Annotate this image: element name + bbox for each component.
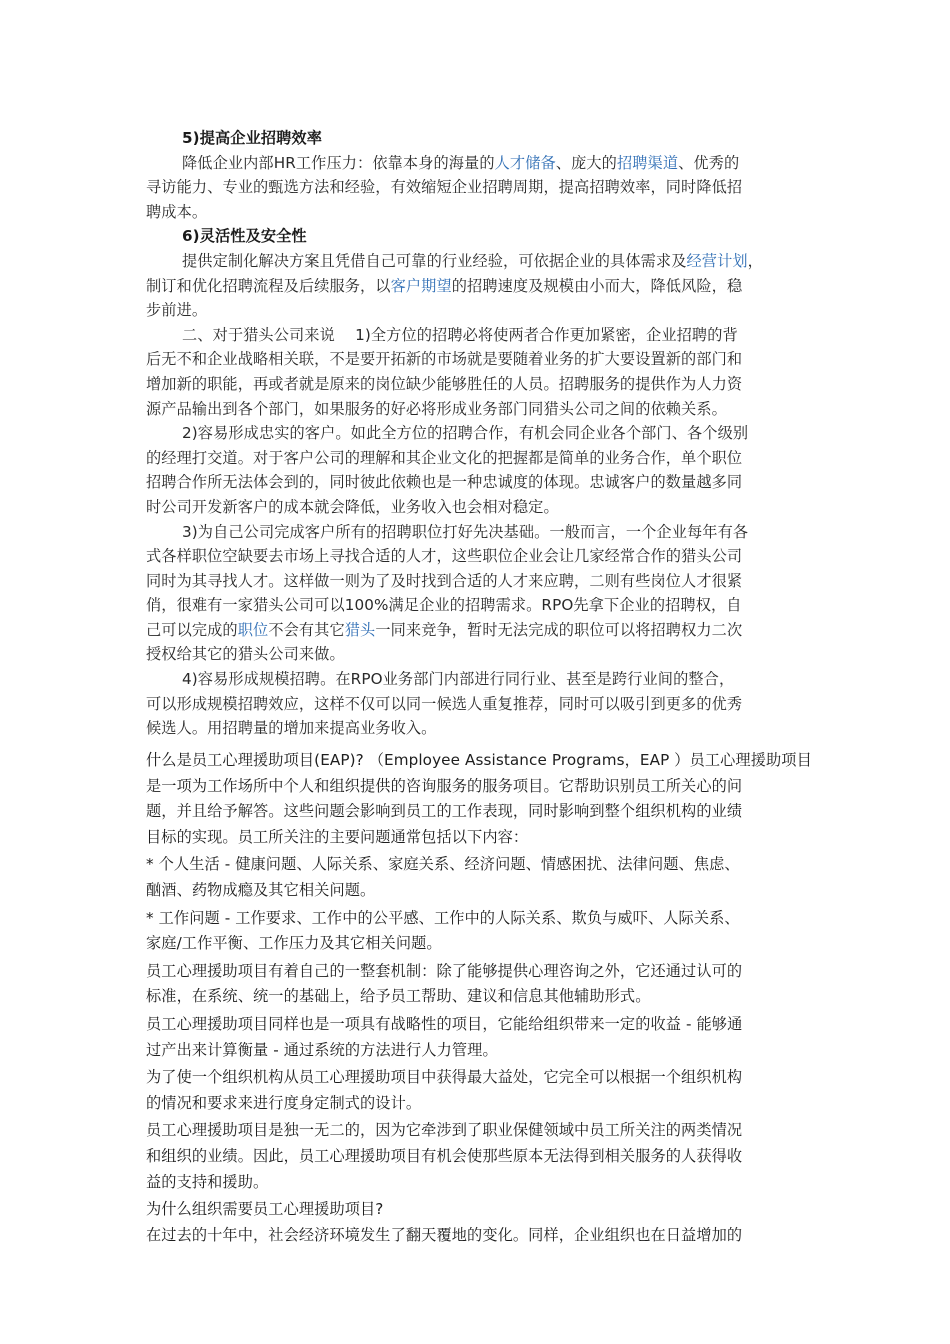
text-line <box>146 175 814 200</box>
text-run: 时公司开发新客户的成本就会降低，业务收入也会相对稳定。 <box>146 497 559 516</box>
paragraph <box>146 323 814 421</box>
text-line <box>146 667 814 692</box>
text-line: 和组织的业绩。因此，员工心理援助项目有机会使那些原本无法得到相关服务的人获得收 <box>146 1146 743 1165</box>
text-run: 一同来竞争，暂时无法完成的职位可以将招聘权力二次 <box>375 620 743 639</box>
keyword-link[interactable]: 招聘渠道 <box>616 153 679 172</box>
text-line: * 工作问题 - 工作要求、工作中的公平感、工作中的人际关系、欺负与威吓、人际关系、 <box>146 908 740 927</box>
text-run: 候选人。用招聘量的增加来提高业务收入。 <box>146 719 437 738</box>
text-line <box>146 495 814 520</box>
text-run: 授权给其它的猎头公司来做。 <box>146 645 345 664</box>
eap-section <box>146 748 814 1248</box>
text-line: 员工心理援助项目是独一无二的，因为它牵涉到了职业保健领域中员工所关注的两类情况 <box>146 1121 743 1140</box>
text-line: 酗酒、药物成瘾及其它相关问题。 <box>146 880 376 899</box>
text-line: 题，并且给予解答。这些问题会影响到员工的工作表现，同时影响到整个组织机构的业绩 <box>146 802 743 821</box>
text-run: 可以形成规模招聘效应，这样不仅可以同一候选人重复推荐，同时可以吸引到更多的优秀 <box>146 694 743 713</box>
text-line: 过产出来计算衡量 - 通过系统的方法进行人力管理。 <box>146 1040 498 1059</box>
text-run: 、优秀的 <box>678 153 740 172</box>
eap-paragraph <box>146 1118 814 1195</box>
section-heading: 6)灵活性及安全性 <box>182 227 307 246</box>
text-run: 聘成本。 <box>146 202 208 221</box>
keyword-link[interactable]: 经营计划 <box>686 251 748 270</box>
text-line <box>146 716 814 741</box>
text-run: 不会有其它 <box>268 620 345 639</box>
text-line: 是一项为工作场所中个人和组织提供的咨询服务的服务项目。它帮助识别员工所关心的问 <box>146 776 743 795</box>
eap-paragraph <box>146 906 814 957</box>
text-line <box>146 347 814 372</box>
text-line <box>146 544 814 569</box>
text-line: 员工心理援助项目有着自己的一整套机制：除了能够提供心理咨询之外，它还通过认可的 <box>146 961 743 980</box>
text-run: 降低企业内部HR工作压力：依靠本身的海量的 <box>182 153 495 172</box>
paragraph <box>146 421 814 519</box>
eap-paragraph <box>146 852 814 903</box>
text-line <box>146 323 814 348</box>
paragraph <box>146 667 814 741</box>
paragraph <box>146 151 814 225</box>
paragraph <box>146 520 814 668</box>
paragraph <box>146 249 814 323</box>
text-run: 源产品输出到各个部门，如果服务的好必将形成业务部门同猎头公司之间的依赖关系。 <box>146 399 727 418</box>
text-line <box>146 249 814 274</box>
text-line: 目标的实现。员工所关注的主要问题通常包括以下内容： <box>146 827 529 846</box>
text-line <box>146 470 814 495</box>
text-line <box>146 397 814 422</box>
text-run: 的经理打交道。对于客户公司的理解和其企业文化的把握都是简单的业务合作，单个职位 <box>146 448 743 467</box>
text-run: ， <box>747 251 763 270</box>
text-run: 、庞大的 <box>555 153 617 172</box>
text-line: 为什么组织需要员工心理援助项目? <box>146 1200 384 1219</box>
keyword-link[interactable]: 客户期望 <box>390 276 452 295</box>
text-line: 的情况和要求来进行度身定制式的设计。 <box>146 1093 422 1112</box>
text-run: 3)为自己公司完成客户所有的招聘职位打好先决基础。一般而言，一个企业每年有各 <box>182 522 749 541</box>
text-line <box>146 274 814 299</box>
text-line <box>146 200 814 225</box>
eap-paragraph <box>146 748 814 850</box>
text-line <box>146 520 814 545</box>
eap-paragraph <box>146 1065 814 1116</box>
text-line <box>146 692 814 717</box>
text-line <box>146 642 814 667</box>
section-heading: 5)提高企业招聘效率 <box>182 129 323 147</box>
text-line: 益的支持和援助。 <box>146 1172 269 1191</box>
text-run: 提供定制化解决方案且凭借自己可靠的行业经验，可依据企业的具体需求及 <box>182 251 687 270</box>
text-line: 家庭/工作平衡、工作压力及其它相关问题。 <box>146 934 442 953</box>
text-run: 的招聘速度及规模由小而大，降低风险，稳 <box>451 276 743 295</box>
text-line: 员工心理援助项目同样也是一项具有战略性的项目，它能给组织带来一定的收益 - 能够通 <box>146 1014 743 1033</box>
text-line <box>146 421 814 446</box>
text-run: 式各样职位空缺要去市场上寻找合适的人才，这些职位企业会让几家经常合作的猎头公司 <box>146 547 743 566</box>
text-run: 4)容易形成规模招聘。在RPO业务部门内部进行同行业、甚至是跨行业间的整合， <box>182 670 735 689</box>
text-line: 标准，在系统、统一的基础上，给予员工帮助、建议和信息其他辅助形式。 <box>146 987 651 1006</box>
text-line <box>146 372 814 397</box>
text-run: 步前进。 <box>146 301 208 320</box>
eap-paragraph <box>146 1012 814 1063</box>
text-run: 增加新的职能，再或者就是原来的岗位缺少能够胜任的人员。招聘服务的提供作为人力资 <box>146 374 743 393</box>
keyword-link[interactable]: 人才储备 <box>494 153 556 172</box>
keyword-link[interactable]: 猎头 <box>344 620 376 639</box>
eap-paragraph <box>146 1197 814 1248</box>
text-run: 二、对于猎头公司来说 1)全方位的招聘必将使两者合作更加紧密，企业招聘的背 <box>182 325 738 344</box>
text-run: 寻访能力、专业的甄选方法和经验，有效缩短企业招聘周期，提高招聘效率，同时降低招 <box>146 178 743 197</box>
text-run: 2)容易形成忠实的客户。如此全方位的招聘合作，有机会同企业各个部门、各个级别 <box>182 424 749 443</box>
text-line: 为了使一个组织机构从员工心理援助项目中获得最大益处，它完全可以根据一个组织机构 <box>146 1068 743 1087</box>
text-line <box>146 298 814 323</box>
text-line <box>146 446 814 471</box>
text-run: 招聘合作所无法体会到的，同时彼此依赖也是一种忠诚度的体现。忠诚客户的数量越多同 <box>146 473 743 492</box>
keyword-link[interactable]: 职位 <box>237 620 269 639</box>
text-run: 己可以完成的 <box>146 620 238 639</box>
text-run: 后无不和企业战略相关联，不是要开拓新的市场就是要随着业务的扩大要设置新的部门和 <box>146 350 743 369</box>
text-line <box>146 151 814 176</box>
eap-paragraph <box>146 959 814 1010</box>
text-line <box>146 593 814 618</box>
text-line: 什么是员工心理援助项目(EAP)? （Employee Assistance Programs，EAP ）员工心理援助项目 <box>146 751 812 769</box>
text-line <box>146 569 814 594</box>
text-line: * 个人生活 - 健康问题、人际关系、家庭关系、经济问题、情感困扰、法律问题、焦虑、 <box>146 855 740 874</box>
text-run: 制订和优化招聘流程及后续服务，以 <box>146 276 391 295</box>
text-line <box>146 618 814 643</box>
rpo-benefits-section <box>146 126 814 741</box>
text-run: 俏，很难有一家猎头公司可以100%满足企业的招聘需求。RPO先拿下企业的招聘权，自 <box>146 596 742 615</box>
text-run: 同时为其寻找人才。这样做一则为了及时找到合适的人才来应聘，二则有些岗位人才很紧 <box>146 571 743 590</box>
text-line: 在过去的十年中，社会经济环境发生了翻天覆地的变化。同样，企业组织也在日益增加的 <box>146 1225 743 1244</box>
